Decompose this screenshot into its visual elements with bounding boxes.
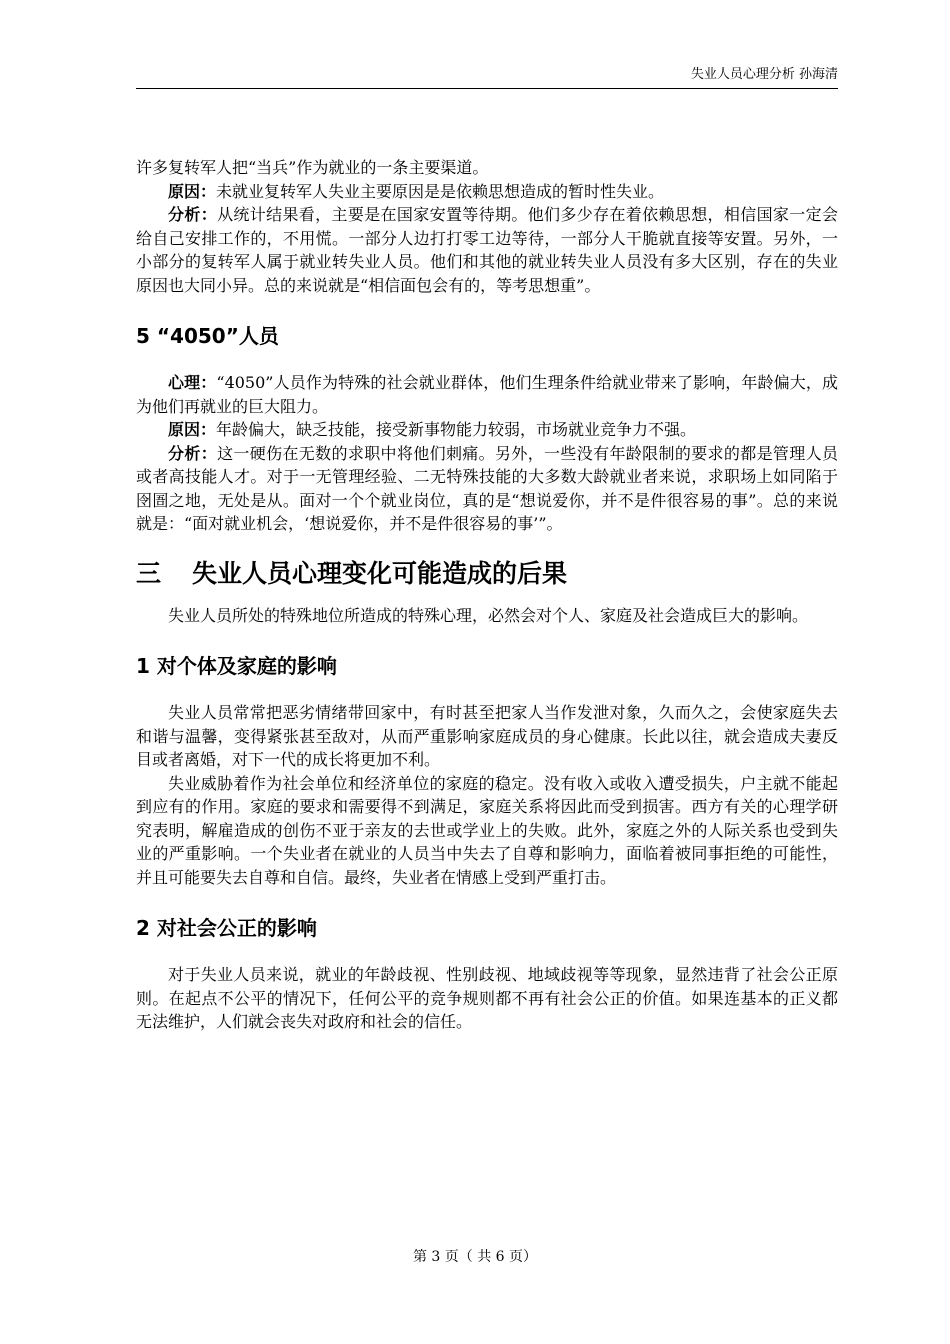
reason-label: 原因： [168, 420, 217, 439]
paragraph: 对于失业人员来说，就业的年龄歧视、性别歧视、地域歧视等等现象，显然违背了社会公正原则。在起点不公平的情况下，任何公平的竞争规则都不再有社会公正的价值。如果连基本的正义都无法维护，人们就会丧失对政府和社会的信任。 [136, 965, 838, 1031]
analysis-paragraph [136, 442, 838, 536]
analysis-text: 从统计结果看，主要是在国家安置等待期。他们多少存在着依赖思想，相信国家一定会给自己安排工作的，不用慌。一部分人边打打零工边等待，一部分人干脆就直接等安置。另外，一小部分的复转军人属于就业转失业人员。他们和其他的就业转失业人员没有多大区别，存在的失业原因也大同小异。总的来说就是“相信面包会有的，等考思想重”。 [136, 205, 838, 295]
reason-label: 原因： [168, 181, 217, 201]
chapter-intro: 失业人员所处的特殊地位所造成的特殊心理，必然会对个人、家庭及社会造成巨大的影响。 [168, 605, 809, 625]
reason-text: 未就业复转军人失业主要原因是是依赖思想造成的暂时性失业。 [216, 181, 665, 201]
page-footer: 第 3 页（ 共 6 页） [412, 1249, 538, 1265]
chapter-heading [136, 556, 838, 592]
psych-label: 心理： [168, 373, 217, 392]
chapter-number: 三 [136, 558, 162, 588]
analysis-paragraph [136, 203, 838, 297]
analysis-label: 分析： [168, 205, 218, 224]
psych-paragraph [136, 371, 838, 418]
document-body [136, 156, 838, 1034]
analysis-text: 这一硬伤在无数的求职中将他们刺痛。另外，一些没有年龄限制的要求的都是管理人员或者高技能人才。对于一无管理经验、二无特殊技能的大多数大龄就业者来说，求职场上如同陷于囹圄之地，无处是从。面对一个个就业岗位，真的是“想说爱你，并不是件很容易的事”。总的来说就是：“面对就业机会，‘想说爱你，并不是件很容易的事’”。 [136, 443, 838, 533]
chapter-title: 失业人员心理变化可能造成的后果 [192, 558, 568, 588]
page-header [136, 66, 838, 89]
paragraph: 失业威胁着作为社会单位和经济单位的家庭的稳定。没有收入或收入遭受损失，户主就不能起到应有的作用。家庭的要求和需要得不到满足，家庭关系将因此而受到损害。西方有关的心理学研究表明，解雇造成的创伤不亚于亲友的去世或学业上的失败。此外，家庭之外的人际关系也受到失业的严重影响。一个失业者在就业的人员当中失去了自尊和影响力，面临着被同事拒绝的可能性，并且可能要失去自尊和自信。最终，失业者在情感上受到严重打击。 [136, 773, 838, 887]
analysis-label: 分析： [168, 443, 218, 463]
section-heading-4050: 5 “4050”人员 [136, 324, 279, 348]
reason-text: 年龄偏大，缺乏技能，接受新事物能力较弱，市场就业竞争力不强。 [216, 420, 697, 439]
reason-paragraph [136, 180, 838, 204]
paragraph: 失业人员常常把恶劣情绪带回家中，有时甚至把家人当作发泄对象，久而久之，会使家庭失去和谐与温馨，变得紧张甚至敌对，从而严重影响家庭成员的身心健康。长此以往，就会造成夫妻反目或者离婚，对下一代的成长将更加不利。 [136, 703, 838, 769]
subsection-heading-justice: 2 对社会公正的影响 [136, 916, 317, 940]
subsection-heading-individual: 1 对个体及家庭的影响 [136, 654, 337, 678]
paragraph: 许多复转军人把“当兵”作为就业的一条主要渠道。 [136, 158, 489, 177]
header-title: 失业人员心理分析 孙海清 [690, 67, 838, 82]
reason-paragraph [136, 418, 838, 442]
psych-text: “4050”人员作为特殊的社会就业群体，他们生理条件给就业带来了影响，年龄偏大，成为他们再就业的巨大阻力。 [136, 373, 838, 416]
